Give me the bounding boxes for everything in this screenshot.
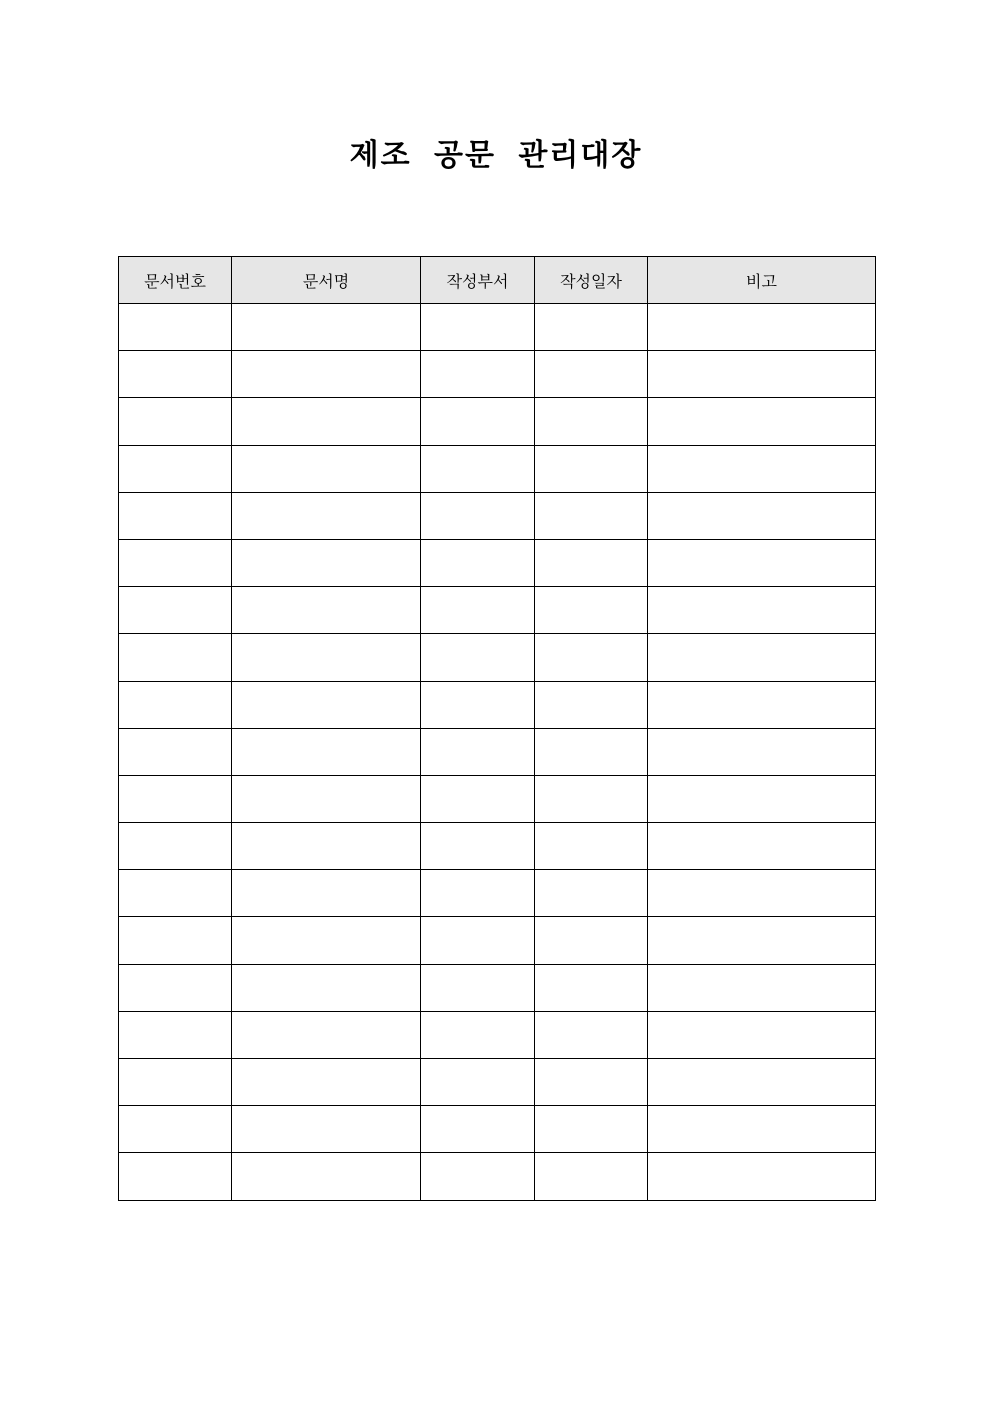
table-row [119, 917, 876, 964]
table-row [119, 398, 876, 445]
table-row [119, 1153, 876, 1200]
cell-remarks[interactable] [648, 304, 876, 351]
cell-document-name[interactable] [232, 917, 421, 964]
cell-author-department[interactable] [421, 587, 535, 634]
cell-remarks[interactable] [648, 964, 876, 1011]
cell-document-number[interactable] [119, 917, 232, 964]
cell-document-name[interactable] [232, 398, 421, 445]
cell-document-name[interactable] [232, 587, 421, 634]
cell-author-department[interactable] [421, 398, 535, 445]
cell-document-number[interactable] [119, 539, 232, 586]
document-register-table [118, 256, 876, 1201]
cell-remarks[interactable] [648, 634, 876, 681]
table-row [119, 539, 876, 586]
cell-author-department[interactable] [421, 445, 535, 492]
cell-author-department[interactable] [421, 964, 535, 1011]
cell-document-name[interactable] [232, 445, 421, 492]
cell-document-number[interactable] [119, 1011, 232, 1058]
table-row [119, 823, 876, 870]
table-row [119, 304, 876, 351]
cell-created-date[interactable] [535, 634, 648, 681]
cell-remarks[interactable] [648, 1059, 876, 1106]
cell-created-date[interactable] [535, 870, 648, 917]
cell-document-number[interactable] [119, 587, 232, 634]
cell-document-number[interactable] [119, 304, 232, 351]
cell-created-date[interactable] [535, 398, 648, 445]
cell-document-number[interactable] [119, 351, 232, 398]
cell-created-date[interactable] [535, 1011, 648, 1058]
cell-author-department[interactable] [421, 728, 535, 775]
cell-created-date[interactable] [535, 539, 648, 586]
cell-created-date[interactable] [535, 351, 648, 398]
cell-author-department[interactable] [421, 1153, 535, 1200]
cell-created-date[interactable] [535, 304, 648, 351]
cell-remarks[interactable] [648, 1106, 876, 1153]
cell-document-number[interactable] [119, 964, 232, 1011]
cell-created-date[interactable] [535, 823, 648, 870]
cell-document-name[interactable] [232, 681, 421, 728]
table-row [119, 1059, 876, 1106]
table-row [119, 1106, 876, 1153]
cell-document-name[interactable] [232, 492, 421, 539]
table-row [119, 351, 876, 398]
cell-document-number[interactable] [119, 634, 232, 681]
cell-document-name[interactable] [232, 1153, 421, 1200]
cell-author-department[interactable] [421, 870, 535, 917]
cell-remarks[interactable] [648, 917, 876, 964]
cell-author-department[interactable] [421, 304, 535, 351]
cell-author-department[interactable] [421, 492, 535, 539]
table-row [119, 964, 876, 1011]
cell-created-date[interactable] [535, 964, 648, 1011]
cell-document-number[interactable] [119, 1059, 232, 1106]
cell-author-department[interactable] [421, 634, 535, 681]
cell-document-number[interactable] [119, 492, 232, 539]
cell-document-number[interactable] [119, 445, 232, 492]
cell-author-department[interactable] [421, 917, 535, 964]
cell-document-name[interactable] [232, 539, 421, 586]
cell-document-name[interactable] [232, 634, 421, 681]
cell-document-name[interactable] [232, 964, 421, 1011]
cell-remarks[interactable] [648, 870, 876, 917]
cell-author-department[interactable] [421, 1011, 535, 1058]
cell-remarks[interactable] [648, 587, 876, 634]
header-document-number: 문서번호 [119, 257, 232, 304]
table-row [119, 681, 876, 728]
cell-author-department[interactable] [421, 823, 535, 870]
table-row [119, 445, 876, 492]
table-row [119, 1011, 876, 1058]
page-title: 제조 공문 관리대장 [349, 138, 643, 173]
cell-remarks[interactable] [648, 398, 876, 445]
header-document-name: 문서명 [232, 257, 421, 304]
cell-remarks[interactable] [648, 823, 876, 870]
cell-remarks[interactable] [648, 445, 876, 492]
cell-remarks[interactable] [648, 728, 876, 775]
cell-remarks[interactable] [648, 539, 876, 586]
table-row [119, 634, 876, 681]
cell-document-number[interactable] [119, 870, 232, 917]
cell-created-date[interactable] [535, 728, 648, 775]
cell-document-name[interactable] [232, 1106, 421, 1153]
cell-author-department[interactable] [421, 351, 535, 398]
cell-document-number[interactable] [119, 728, 232, 775]
cell-remarks[interactable] [648, 1011, 876, 1058]
cell-remarks[interactable] [648, 351, 876, 398]
cell-document-name[interactable] [232, 1011, 421, 1058]
cell-document-name[interactable] [232, 775, 421, 822]
cell-created-date[interactable] [535, 587, 648, 634]
cell-created-date[interactable] [535, 1153, 648, 1200]
cell-document-name[interactable] [232, 728, 421, 775]
cell-document-name[interactable] [232, 823, 421, 870]
cell-remarks[interactable] [648, 775, 876, 822]
cell-created-date[interactable] [535, 492, 648, 539]
cell-created-date[interactable] [535, 917, 648, 964]
cell-document-number[interactable] [119, 681, 232, 728]
cell-remarks[interactable] [648, 1153, 876, 1200]
table-row [119, 728, 876, 775]
cell-author-department[interactable] [421, 1106, 535, 1153]
cell-created-date[interactable] [535, 445, 648, 492]
table-row [119, 587, 876, 634]
header-remarks: 비고 [648, 257, 876, 304]
cell-remarks[interactable] [648, 681, 876, 728]
header-author-department: 작성부서 [421, 257, 535, 304]
cell-created-date[interactable] [535, 775, 648, 822]
cell-author-department[interactable] [421, 539, 535, 586]
cell-author-department[interactable] [421, 775, 535, 822]
cell-document-name[interactable] [232, 1059, 421, 1106]
cell-created-date[interactable] [535, 681, 648, 728]
cell-created-date[interactable] [535, 1106, 648, 1153]
cell-document-number[interactable] [119, 775, 232, 822]
table-row [119, 870, 876, 917]
header-created-date: 작성일자 [535, 257, 648, 304]
table-body [119, 304, 876, 1201]
cell-document-number[interactable] [119, 1153, 232, 1200]
cell-created-date[interactable] [535, 1059, 648, 1106]
cell-document-name[interactable] [232, 304, 421, 351]
table-header-row [119, 257, 876, 304]
table-row [119, 775, 876, 822]
cell-document-number[interactable] [119, 823, 232, 870]
cell-document-name[interactable] [232, 870, 421, 917]
cell-document-number[interactable] [119, 1106, 232, 1153]
cell-author-department[interactable] [421, 681, 535, 728]
cell-document-number[interactable] [119, 398, 232, 445]
cell-remarks[interactable] [648, 492, 876, 539]
cell-author-department[interactable] [421, 1059, 535, 1106]
table-row [119, 492, 876, 539]
cell-document-name[interactable] [232, 351, 421, 398]
